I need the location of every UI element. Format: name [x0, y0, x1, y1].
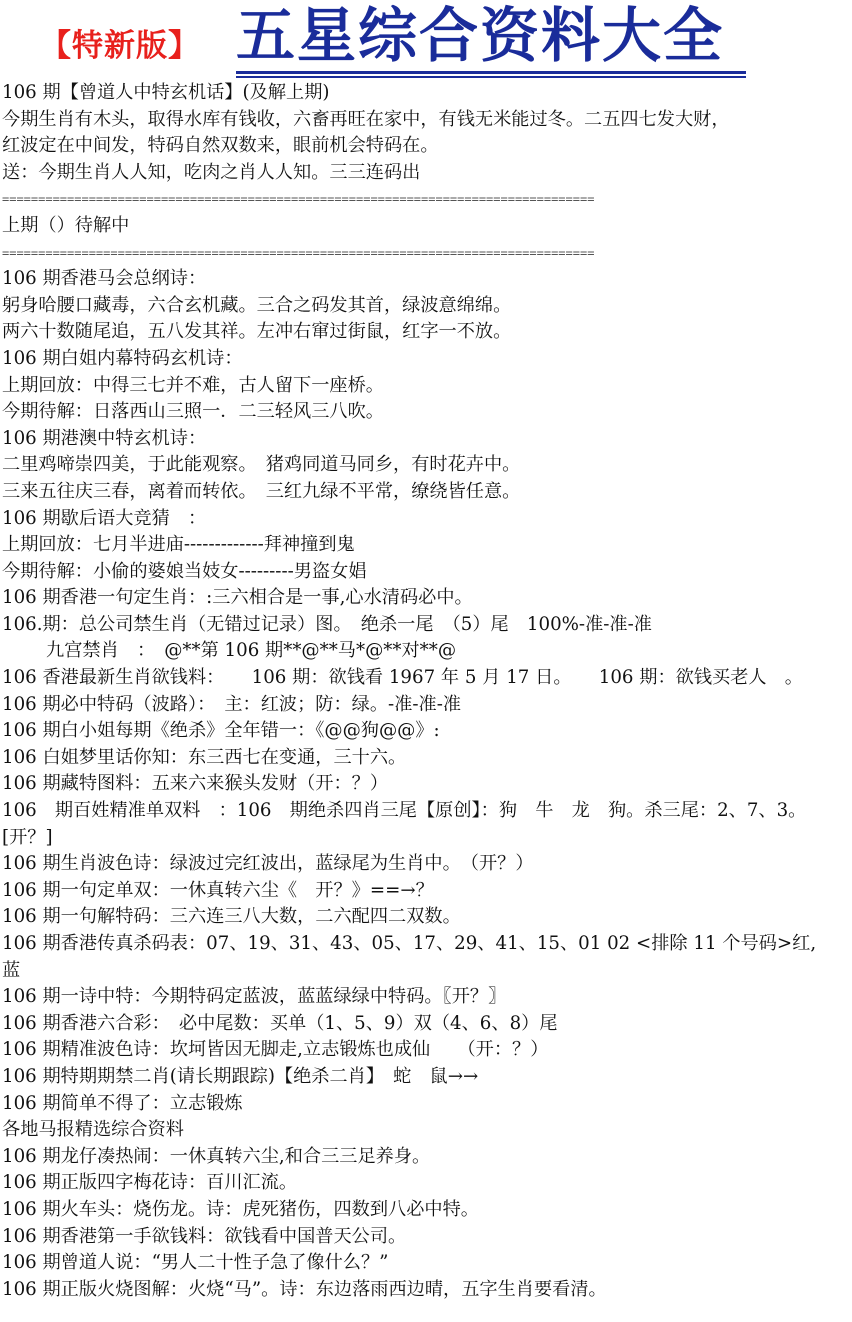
text-line: 106 期一句定单双：一休真转六尘《 开？》==→？: [2, 879, 434, 901]
text-line: 上期回放：中得三七并不难，古人留下一座桥。: [2, 374, 384, 396]
text-line: 106 期港澳中特玄机诗：: [2, 427, 207, 449]
title-underline-secondary: [236, 76, 746, 78]
separator: ==================================================================================: [2, 245, 595, 260]
separator: ==================================================================================: [2, 192, 595, 207]
text-line: 今期待解：日落西山三照一．二三轻风三八吹。: [2, 401, 384, 423]
text-line: 106 期香港一句定生肖：:三六相合是一事,心水清码必中。: [2, 587, 473, 609]
text-line: 上期回放：七月半进庙-------------拜神撞到鬼: [2, 534, 355, 556]
text-line: 九宫禁肖 ： @**第 106 期**@**马*@**对**@: [46, 640, 457, 662]
text-line: 106 期正版火烧图解：火烧“马”。诗：东边落雨西边晴，五字生肖要看清。: [2, 1278, 607, 1300]
text-line: 106 期一诗中特：今期特码定蓝波，蓝蓝绿绿中特码。〖开？〗: [2, 986, 507, 1008]
text-line: 蓝: [2, 959, 21, 981]
text-line: [开？]: [2, 826, 53, 848]
text-line: 106 期香港马会总纲诗：: [2, 268, 207, 290]
text-line: 106 期火车头：烧伤龙。诗：虎死猪伤，四数到八必中特。: [2, 1198, 479, 1220]
text-line: 今期待解：小偷的婆娘当妓女---------男盗女娼: [2, 560, 367, 582]
text-line: 三来五往庆三春，离着而转依。 三红九绿不平常，缭绕皆任意。: [2, 480, 521, 502]
text-line: 二里鸡啼崇四美，于此能观察。 猪鸡同道马同乡，有时花卉中。: [2, 454, 521, 476]
text-line: 106 期百姓精准单双料 ：106 期绝杀四肖三尾【原创】：狗 牛 龙 狗。杀三尾：2、7、3。: [2, 800, 807, 822]
text-line: 106 期藏特图料：五来六来猴头发财（开：？）: [2, 773, 389, 795]
title-underline: [236, 71, 746, 74]
text-line: 106 期必中特码（波路）： 主：红波；防：绿。-准-准-准: [2, 693, 462, 715]
text-line: 106 期精准波色诗：坎坷皆因无脚走,立志锻炼也成仙 （开：？）: [2, 1039, 549, 1061]
page-title: 五星综合资料大全: [236, 1, 725, 70]
edition-badge: 【特新版】: [40, 28, 200, 64]
text-line: 106 期白姐内幕特码玄机诗：: [2, 347, 243, 369]
text-line: 106 期白小姐每期《绝杀》全年错一：《@@狗@@》:: [2, 720, 440, 742]
text-line: 106 期香港传真杀码表：07、19、31、43、05、17、29、41、15、01 02 <排除 11 个号码>红,: [2, 933, 817, 954]
header: [0, 0, 852, 82]
text-line: 躬身哈腰口藏毒，六合玄机藏。三合之码发其首，绿波意绵绵。: [2, 294, 512, 316]
text-line: 106 香港最新生肖欲钱料： 106 期：欲钱看 1967 年 5 月 17 日。 106 期：欲钱买老人 。: [2, 667, 803, 689]
text-line: 106 期香港六合彩： 必中尾数：买单（1、5、9）双（4、6、8）尾: [2, 1012, 558, 1034]
content-body: [2, 80, 848, 1303]
text-line: 106.期：总公司禁生肖（无错过记录）图。 绝杀一尾 （5）尾 100%-准-准-准: [2, 613, 652, 635]
text-line: 106 期歇后语大竞猜 ：: [2, 507, 207, 529]
text-line: 106 期【曾道人中特玄机话】(及解上期): [2, 82, 330, 103]
text-line: 红波定在中间发，特码自然双数来，眼前机会特码在。: [2, 135, 439, 157]
section-heading: 各地马报精选综合资料: [2, 1119, 184, 1141]
text-line: 今期生肖有木头，取得水库有钱收，六畜再旺在家中，有钱无米能过冬。二五四七发大财，: [2, 108, 730, 130]
text-line: 106 期龙仔凑热闹：一休真转六尘,和合三三足养身。: [2, 1145, 431, 1167]
text-line: 106 白姐梦里话你知：东三西七在变通，三十六。: [2, 746, 407, 768]
text-line: 106 期生肖波色诗：绿波过完红波出，蓝绿尾为生肖中。 （开？）: [2, 853, 534, 875]
text-line: 106 期正版四字梅花诗：百川汇流。: [2, 1172, 298, 1194]
text-line: 106 期特期期禁二肖(请长期跟踪)【绝杀二肖】 蛇 鼠→→: [2, 1065, 479, 1087]
text-line: 106 期一句解特码：三六连三八大数，二六配四二双数。: [2, 906, 461, 928]
text-line: 106 期曾道人说：“男人二十性子急了像什么？”: [2, 1252, 389, 1274]
text-line: 上期（）待解中: [2, 214, 130, 236]
text-line: 两六十数随尾追，五八发其祥。左冲右窜过街鼠，红字一不放。: [2, 321, 512, 343]
text-line: 送：今期生肖人人知，吃肉之肖人人知。三三连码出: [2, 161, 421, 183]
text-line: 106 期香港第一手欲钱料：欲钱看中国普天公司。: [2, 1225, 407, 1247]
text-line: 106 期简单不得了：立志锻炼: [2, 1092, 243, 1114]
